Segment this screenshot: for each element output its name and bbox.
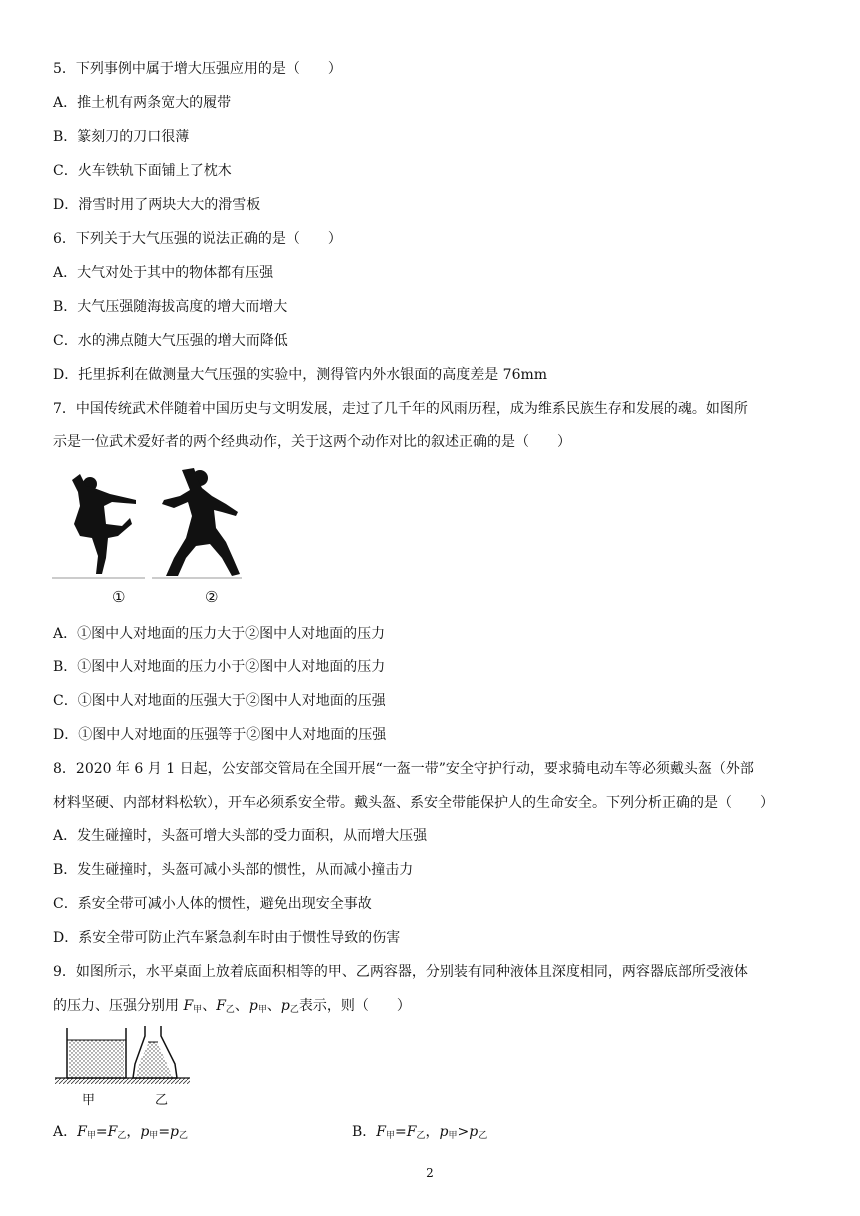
q8-option-b: B．发生碰撞时，头盔可减小头部的惯性，从而减小撞击力: [53, 862, 414, 878]
q6-stem: 6．下列关于大气压强的说法正确的是（ ）: [53, 231, 342, 247]
q9-stem-line2: 的压力、压强分别用 $F_甲$、$F_乙$、$p_甲$、$p_乙$表示，则（ ）: [53, 998, 411, 1015]
pose-2-silhouette: [162, 468, 240, 576]
q8-stem-line1: 8．2020 年 6 月 1 日起，公安部交管局在全国开展“一盔一带”安全守护行动，要求骑电动车等必须戴头盔（外部: [53, 761, 754, 777]
containers-figure: [55, 1024, 190, 1086]
q7-option-a: A．①图中人对地面的压力大于②图中人对地面的压力: [53, 626, 386, 642]
q9-option-a: A．$F_甲=F_乙$，$p_甲=p_乙$: [53, 1124, 189, 1141]
q5-option-b: B．篆刻刀的刀口很薄: [53, 129, 190, 145]
q9-option-b: B．$F_甲=F_乙$，$p_甲>p_乙$: [352, 1124, 488, 1141]
q6-option-c: C．水的沸点随大气压强的增大而降低: [53, 333, 288, 349]
q5-option-c: C．火车铁轨下面铺上了枕木: [53, 163, 232, 179]
q6-option-a: A．大气对处于其中的物体都有压强: [53, 265, 274, 281]
q7-option-c: C．①图中人对地面的压强大于②图中人对地面的压强: [53, 693, 386, 709]
page-number: 2: [426, 1166, 434, 1180]
fig-label-2: ②: [205, 588, 219, 606]
q5-option-d: D．滑雪时用了两块大大的滑雪板: [53, 197, 261, 213]
q7-option-d: D．①图中人对地面的压强等于②图中人对地面的压强: [53, 727, 387, 743]
q5-stem: 5．下列事例中属于增大压强应用的是（ ）: [53, 61, 342, 77]
q7-stem-line1: 7．中国传统武术伴随着中国历史与文明发展，走过了几千年的风雨历程，成为维系民族生存和发展的魂。如图所: [53, 401, 748, 417]
q8-stem-line2: 材料坚硬、内部材料松软），开车必须系安全带。戴头盔、系安全带能保护人的生命安全。下列分析正确的是（ ）: [53, 795, 774, 811]
q9-stem-line1: 9．如图所示，水平桌面上放着底面积相等的甲、乙两容器，分别装有同种液体且深度相同，两容器底部所受液体: [53, 964, 748, 980]
fig-label-jia: 甲: [82, 1093, 96, 1108]
pose-1-silhouette: [72, 474, 136, 574]
fig-label-yi: 乙: [155, 1093, 169, 1108]
q7-option-b: B．①图中人对地面的压力小于②图中人对地面的压力: [53, 659, 386, 675]
q8-option-c: C．系安全带可减小人体的惯性，避免出现安全事故: [53, 896, 372, 912]
q7-stem-line2: 示是一位武术爱好者的两个经典动作，关于这两个动作对比的叙述正确的是（ ）: [53, 434, 571, 450]
martial-arts-figure: [50, 466, 250, 584]
q5-option-a: A．推土机有两条宽大的履带: [53, 95, 232, 111]
q6-option-d: D．托里拆利在做测量大气压强的实验中，测得管内外水银面的高度差是 76mm: [53, 367, 548, 383]
fig-label-1: ①: [112, 588, 126, 606]
q6-option-b: B．大气压强随海拔高度的增大而增大: [53, 299, 288, 315]
q8-option-d: D．系安全带可防止汽车紧急刹车时由于惯性导致的伤害: [53, 930, 401, 946]
q8-option-a: A．发生碰撞时，头盔可增大头部的受力面积，从而增大压强: [53, 828, 428, 844]
